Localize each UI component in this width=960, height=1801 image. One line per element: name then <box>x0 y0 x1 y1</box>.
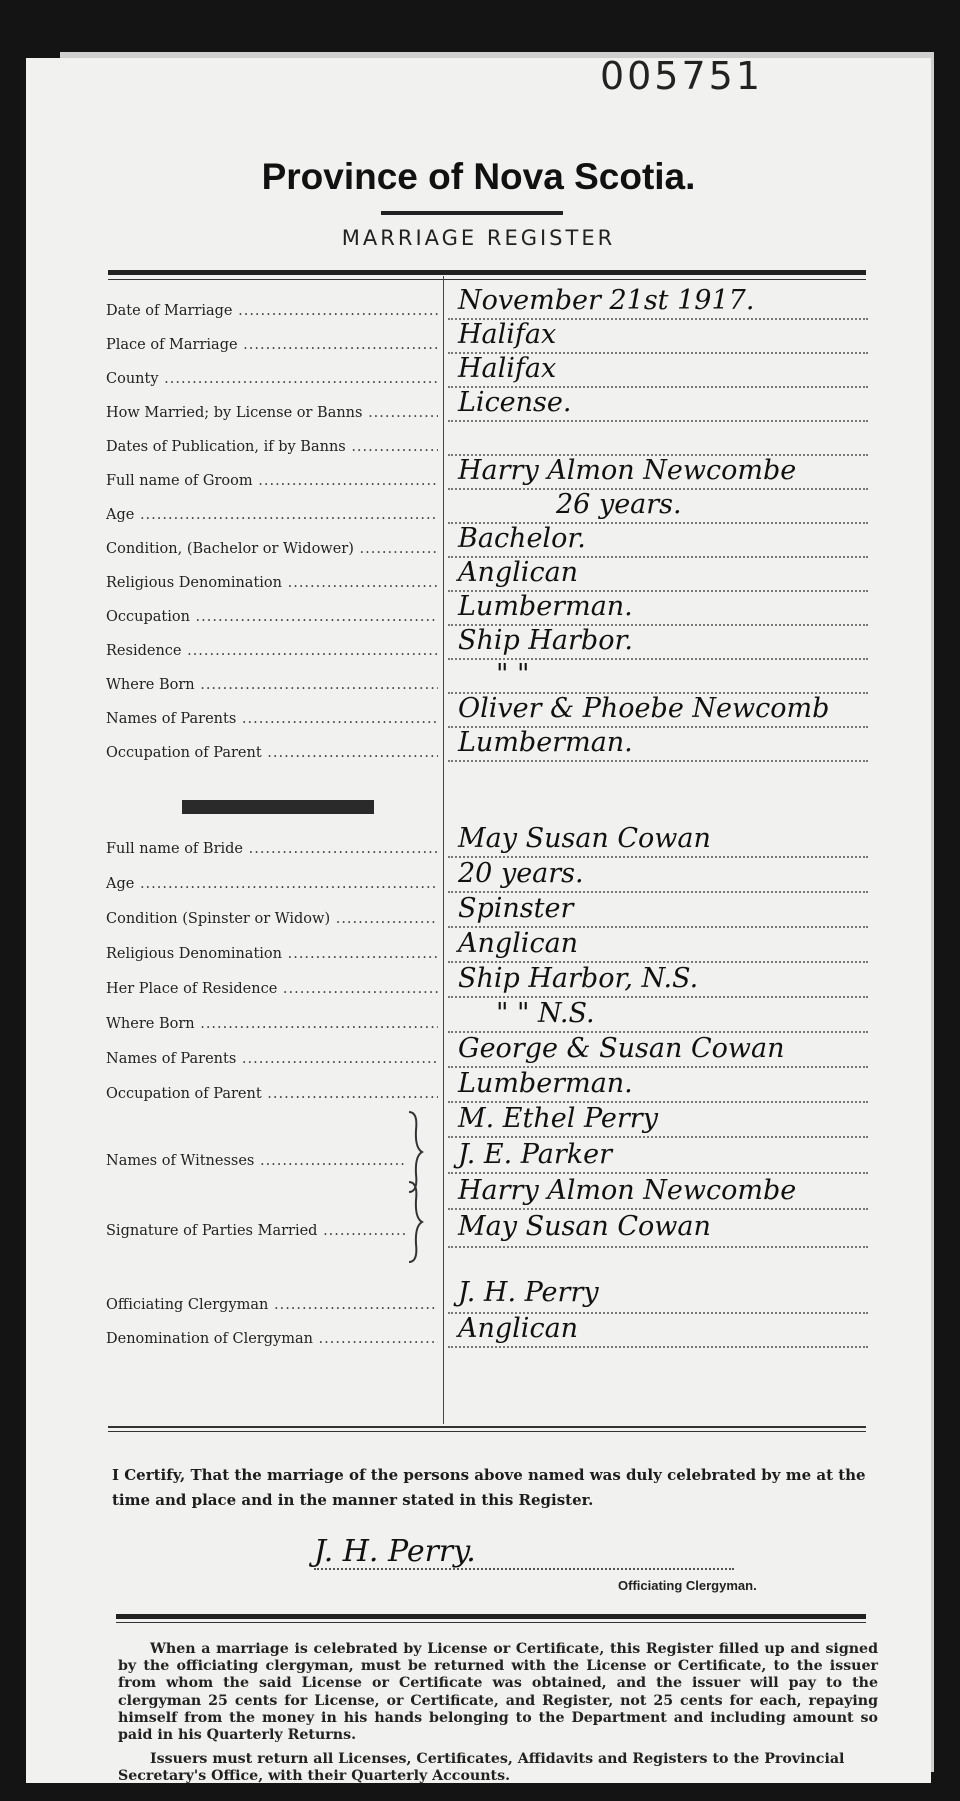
notice-divider <box>116 1614 866 1619</box>
field-value-groom-religion: Anglican <box>458 557 579 588</box>
field-value-bride-residence: Ship Harbor, N.S. <box>458 963 699 994</box>
field-value-date-of-marriage: November 21st 1917. <box>458 285 755 316</box>
field-label-dates-of-publication: Dates of Publication, if by Banns ..... <box>106 436 438 458</box>
field-label-groom-parents: Names of Parents ..... <box>106 708 438 730</box>
field-value-groom-occupation: Lumberman. <box>458 591 633 622</box>
certification-body: That the marriage of the persons above named was duly celebrated by me at the time and place and in the manner stated in this Register. <box>112 1466 866 1509</box>
field-value-groom-residence: Ship Harbor. <box>458 625 633 656</box>
signature-dotted-line <box>314 1568 734 1570</box>
header-divider-thin <box>108 279 866 280</box>
header-divider <box>108 270 866 275</box>
field-value-groom-name: Harry Almon Newcombe <box>458 455 797 486</box>
field-label-groom-condition: Condition, (Bachelor or Widower) ..... <box>106 538 438 560</box>
field-value-bride-condition: Spinster <box>458 893 574 924</box>
field-label-bride-religion: Religious Denomination ..... <box>106 943 438 965</box>
field-value-bride-parents: George & Susan Cowan <box>458 1033 785 1064</box>
signature-groom: Harry Almon Newcombe <box>458 1175 797 1206</box>
field-label-groom-where-born: Where Born ..... <box>106 674 438 696</box>
field-value-groom-parent-occupation: Lumberman. <box>458 727 633 758</box>
certification-lead: I Certify, <box>112 1466 186 1484</box>
field-value-bride-religion: Anglican <box>458 928 579 959</box>
field-label-bride-condition: Condition (Spinster or Widow) ..... <box>106 908 438 930</box>
field-label-bride-residence: Her Place of Residence ..... <box>106 978 438 1000</box>
document-number: 005751 <box>599 54 763 98</box>
register-page <box>26 54 931 1785</box>
field-label-witnesses: Names of Witnesses ..... <box>106 1150 406 1172</box>
field-label-groom-age: Age ..... <box>106 504 438 526</box>
field-label-groom-parent-occupation: Occupation of Parent ..... <box>106 742 438 764</box>
field-label-bride-parent-occupation: Occupation of Parent ..... <box>106 1083 438 1105</box>
signature-caption: Officiating Clergyman. <box>618 1578 757 1593</box>
witness-1: M. Ethel Perry <box>458 1103 658 1134</box>
field-label-date-of-marriage: Date of Marriage ..... <box>106 300 438 322</box>
field-label-county: County ..... <box>106 368 438 390</box>
field-label-officiating-clergyman: Officiating Clergyman ..... <box>106 1294 438 1316</box>
notice-paragraph-1: When a marriage is celebrated by License or Certificate, this Register filled up and signed by the officiating clergyman, must be returned with the License or Certificate, to the issuer from whom the said License or Certificate was obtained, and the issuer will pay to the clergyman 25 cents for License, or Certificate, and Register, not 25 cents for each, repaying himself from the money in his hands belonging to the Department and including amount so paid in his Quarterly Returns. <box>118 1641 878 1744</box>
section-divider <box>108 1426 866 1428</box>
field-value-bride-parent-occupation: Lumberman. <box>458 1068 633 1099</box>
field-label-how-married: How Married; by License or Banns ..... <box>106 402 438 424</box>
notice-paragraph-2: Issuers must return all Licenses, Certificates, Affidavits and Registers to the Provincial Secretary's Office, with their Quarterly Accounts. <box>118 1751 845 1785</box>
dotted-line <box>448 1244 868 1248</box>
field-value-bride-age: 20 years. <box>458 858 584 889</box>
page-title: Province of Nova Scotia. <box>261 156 696 197</box>
field-value-groom-where-born: " " <box>496 659 530 690</box>
field-label-groom-residence: Residence ..... <box>106 640 438 662</box>
section-separator-bar <box>182 800 374 814</box>
witness-2: J. E. Parker <box>458 1139 612 1170</box>
field-label-groom-occupation: Occupation ..... <box>106 606 438 628</box>
field-value-clergy-denomination: Anglican <box>458 1313 579 1344</box>
section-divider-thin <box>108 1431 866 1432</box>
field-value-county: Halifax <box>458 353 557 384</box>
field-label-bride-name: Full name of Bride ..... <box>106 838 438 860</box>
field-value-groom-age: 26 years. <box>556 489 682 520</box>
brace-icon <box>406 1180 424 1264</box>
field-label-bride-age: Age ..... <box>106 873 438 895</box>
field-label-bride-parents: Names of Parents ..... <box>106 1048 438 1070</box>
signature-bride: May Susan Cowan <box>458 1211 711 1242</box>
clergy-signature: J. H. Perry. <box>314 1534 476 1569</box>
dotted-line <box>448 758 868 762</box>
field-value-bride-where-born: " " N.S. <box>496 998 595 1029</box>
field-label-bride-where-born: Where Born ..... <box>106 1013 438 1035</box>
field-value-dates-of-publication <box>458 420 868 454</box>
notice-divider-thin <box>116 1622 866 1623</box>
page-subtitle: MARRIAGE REGISTER <box>341 226 616 250</box>
column-divider <box>443 276 444 1424</box>
field-value-bride-name: May Susan Cowan <box>458 823 711 854</box>
field-label-groom-religion: Religious Denomination ..... <box>106 572 438 594</box>
title-rule <box>381 211 563 215</box>
certification-text <box>112 1463 882 1513</box>
field-value-groom-condition: Bachelor. <box>458 523 586 554</box>
field-value-groom-parents: Oliver & Phoebe Newcomb <box>458 693 830 724</box>
field-label-signatures: Signature of Parties Married ..... <box>106 1220 406 1242</box>
field-label-groom-name: Full name of Groom ..... <box>106 470 438 492</box>
field-label-place-of-marriage: Place of Marriage ..... <box>106 334 438 356</box>
field-value-how-married: License. <box>458 387 572 418</box>
dotted-line <box>448 1344 868 1348</box>
field-label-clergy-denomination: Denomination of Clergyman ..... <box>106 1328 438 1350</box>
field-value-officiating-clergyman: J. H. Perry <box>458 1277 599 1308</box>
field-value-place-of-marriage: Halifax <box>458 319 557 350</box>
